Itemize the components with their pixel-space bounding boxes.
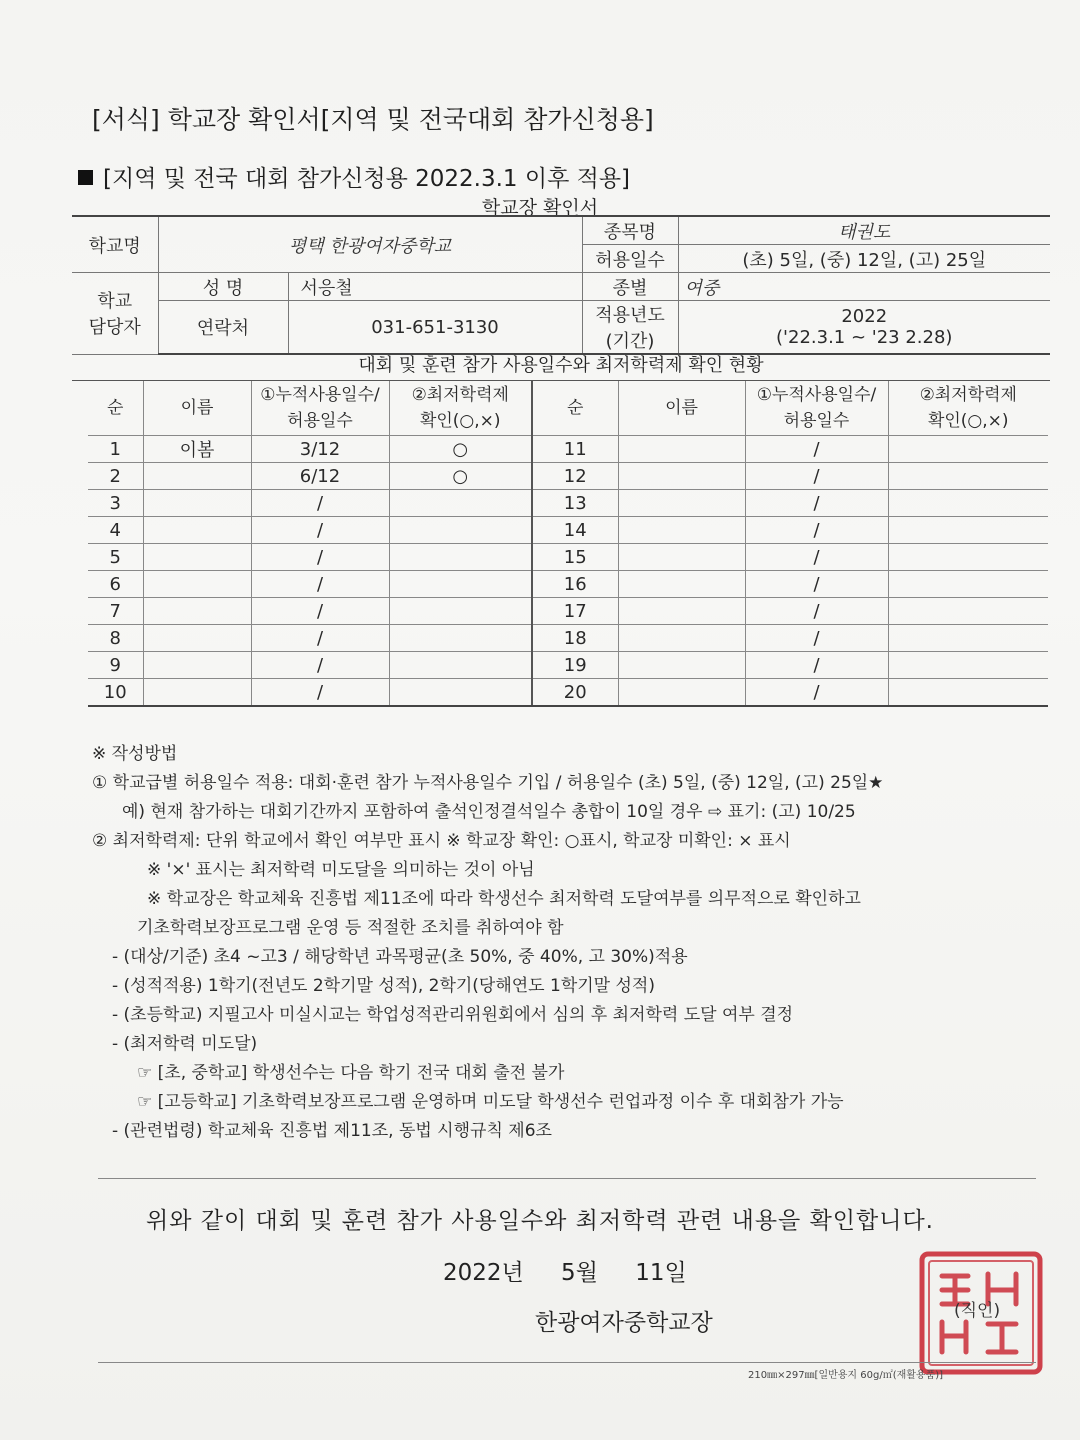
school-label: 학교명 — [72, 216, 158, 273]
row-name — [143, 490, 251, 517]
col-no-right: 순 — [532, 381, 618, 436]
row-no: 1 — [88, 436, 143, 463]
row-check — [389, 679, 532, 707]
row-check — [888, 490, 1048, 517]
form-subtitle — [78, 160, 630, 193]
contact-value: 031-651-3130 — [288, 301, 582, 355]
row-no: 3 — [88, 490, 143, 517]
row-days: / — [251, 571, 389, 598]
table-row — [88, 679, 1048, 707]
col-days: ①누적사용일수/ 허용일수 — [251, 381, 389, 436]
issue-date: 2022년 5월 11일 — [443, 1260, 687, 1286]
event-label: 종목명 — [582, 216, 678, 245]
row-check — [888, 679, 1048, 707]
row-days: 6/12 — [251, 463, 389, 490]
row-days: / — [745, 679, 888, 707]
row-no: 17 — [532, 598, 618, 625]
row-days: / — [745, 598, 888, 625]
name-value: 서응철 — [288, 273, 582, 301]
instruction-line: 기초학력보장프로그램 운영 등 적절한 조치를 취하여야 함 — [137, 918, 564, 938]
contact-label: 연락처 — [158, 301, 288, 355]
table-row — [88, 571, 1048, 598]
col-check: ②최저학력제 확인(○,×) — [389, 381, 532, 436]
row-check — [888, 436, 1048, 463]
row-days: / — [251, 517, 389, 544]
row-check — [389, 598, 532, 625]
row-name — [618, 544, 745, 571]
row-days: / — [745, 571, 888, 598]
name-label: 성 명 — [158, 273, 288, 301]
table-row — [88, 652, 1048, 679]
row-check — [389, 544, 532, 571]
row-check — [888, 598, 1048, 625]
table-row — [88, 490, 1048, 517]
row-check — [389, 625, 532, 652]
row-name — [143, 652, 251, 679]
year-value: 2022 ('22.3.1 ~ '23 2.28) — [678, 301, 1050, 355]
form-title: [서식] 학교장 확인서[지역 및 전국대회 참가신청용] — [92, 105, 654, 134]
instruction-line: ※ 작성방법 — [92, 744, 178, 764]
row-name — [618, 436, 745, 463]
row-check — [389, 517, 532, 544]
row-name — [618, 571, 745, 598]
table-title: 학교장 확인서 — [481, 197, 599, 219]
row-no: 15 — [532, 544, 618, 571]
row-name — [143, 598, 251, 625]
instruction-line: ☞ [초, 중학교] 학생선수는 다음 학기 전국 대회 출전 불가 — [137, 1063, 565, 1083]
row-days: / — [251, 544, 389, 571]
row-days: 3/12 — [251, 436, 389, 463]
table-row — [88, 463, 1048, 490]
subtitle-text: [지역 및 전국 대회 참가신청용 2022.3.1 이후 적용] — [103, 166, 631, 192]
col-days-right: ①누적사용일수/ 허용일수 — [745, 381, 888, 436]
seal-mark: (직인) — [954, 1301, 1001, 1321]
row-check — [888, 517, 1048, 544]
row-name — [618, 652, 745, 679]
instruction-line: - (대상/기준) 초4 ~고3 / 해당학년 과목평균(초 50%, 중 40%, 고 30%)적용 — [112, 947, 688, 967]
instruction-line: - (초등학교) 지필고사 미실시교는 학업성적관리위원회에서 심의 후 최저학력 도달 여부 결정 — [112, 1005, 794, 1025]
row-name — [618, 490, 745, 517]
row-no: 2 — [88, 463, 143, 490]
confirmation-text: 위와 같이 대회 및 훈련 참가 사용일수와 최저학력 관련 내용을 확인합니다. — [146, 1208, 934, 1234]
bottom-divider — [98, 1362, 1036, 1363]
row-days: / — [251, 598, 389, 625]
event-value: 태권도 — [678, 216, 1050, 245]
row-check — [888, 625, 1048, 652]
col-name-right: 이름 — [618, 381, 745, 436]
row-name — [143, 679, 251, 707]
row-no: 8 — [88, 625, 143, 652]
row-no: 18 — [532, 625, 618, 652]
allowed-label: 허용일수 — [582, 245, 678, 273]
row-name — [143, 571, 251, 598]
row-no: 12 — [532, 463, 618, 490]
row-days: / — [745, 490, 888, 517]
section-title: 대회 및 훈련 참가 사용일수와 최저학력제 확인 현황 — [72, 352, 1050, 381]
row-no: 20 — [532, 679, 618, 707]
instruction-line: 예) 현재 참가하는 대회기간까지 포함하여 출석인정결석일수 총합이 10일 경우 ⇨ 표기: (고) 10/25 — [122, 802, 856, 822]
manager-label: 학교 담당자 — [72, 273, 158, 355]
instruction-line: ① 학교급별 허용일수 적용: 대회·훈련 참가 누적사용일수 기입 / 허용일수 (초) 5일, (중) 12일, (고) 25일★ — [92, 773, 884, 793]
row-days: / — [251, 490, 389, 517]
row-no: 16 — [532, 571, 618, 598]
row-name — [618, 517, 745, 544]
row-check — [888, 571, 1048, 598]
principal-signature: 한광여자중학교장 — [535, 1310, 713, 1336]
instructions — [92, 740, 1052, 1146]
divider — [98, 1178, 1036, 1179]
row-no: 9 — [88, 652, 143, 679]
row-name — [618, 598, 745, 625]
row-check — [389, 571, 532, 598]
row-name — [143, 517, 251, 544]
row-days: / — [745, 652, 888, 679]
row-name — [143, 625, 251, 652]
table-row — [88, 436, 1048, 463]
instruction-line: - (최저학력 미도달) — [112, 1034, 258, 1054]
row-check: ○ — [389, 463, 532, 490]
allowed-value: (초) 5일, (중) 12일, (고) 25일 — [678, 245, 1050, 273]
row-days: / — [745, 625, 888, 652]
row-no: 14 — [532, 517, 618, 544]
col-no: 순 — [88, 381, 143, 436]
instruction-line: ※ '×' 표시는 최저학력 미도달을 의미하는 것이 아님 — [147, 860, 535, 880]
row-days: / — [251, 625, 389, 652]
school-value: 평택 한광여자중학교 — [158, 216, 582, 273]
row-name — [618, 463, 745, 490]
row-no: 7 — [88, 598, 143, 625]
instruction-line: - (관련법령) 학교체육 진흥법 제11조, 동법 시행규칙 제6조 — [112, 1121, 552, 1141]
row-check — [888, 652, 1048, 679]
row-check — [389, 490, 532, 517]
table-row — [88, 598, 1048, 625]
row-days: / — [745, 463, 888, 490]
type-value: 여중 — [678, 273, 1050, 301]
row-name — [143, 463, 251, 490]
row-name — [618, 625, 745, 652]
row-no: 10 — [88, 679, 143, 707]
row-no: 19 — [532, 652, 618, 679]
instruction-line: ☞ [고등학교] 기초학력보장프로그램 운영하며 미도달 학생선수 런업과정 이수 후 대회참가 가능 — [137, 1092, 844, 1112]
row-name — [618, 679, 745, 707]
square-bullet-icon — [78, 170, 93, 185]
col-name: 이름 — [143, 381, 251, 436]
instruction-line: - (성적적용) 1학기(전년도 2학기말 성적), 2학기(당해연도 1학기말 성적) — [112, 976, 655, 996]
row-no: 11 — [532, 436, 618, 463]
row-days: / — [745, 436, 888, 463]
row-days: / — [745, 544, 888, 571]
row-no: 13 — [532, 490, 618, 517]
year-label: 적용년도 (기간) — [582, 301, 678, 355]
paper-spec: 210㎜×297㎜[일반용지 60g/㎡(재활용품)] — [748, 1370, 944, 1381]
row-no: 4 — [88, 517, 143, 544]
row-check: ○ — [389, 436, 532, 463]
row-check — [888, 463, 1048, 490]
table-row — [88, 625, 1048, 652]
row-days: / — [251, 652, 389, 679]
instruction-line: ② 최저학력제: 단위 학교에서 확인 여부만 표시 ※ 학교장 확인: ○표시, 학교장 미확인: × 표시 — [92, 831, 791, 851]
row-name — [143, 544, 251, 571]
participation-table — [88, 381, 1048, 707]
row-no: 5 — [88, 544, 143, 571]
row-days: / — [251, 679, 389, 707]
type-label: 종별 — [582, 273, 678, 301]
table-row — [88, 517, 1048, 544]
row-check — [389, 652, 532, 679]
info-table — [72, 215, 1050, 355]
col-check-right: ②최저학력제 확인(○,×) — [888, 381, 1048, 436]
instruction-line: ※ 학교장은 학교체육 진흥법 제11조에 따라 학생선수 최저학력 도달여부를 의무적으로 확인하고 — [147, 889, 861, 909]
table-row — [88, 544, 1048, 571]
row-check — [888, 544, 1048, 571]
row-days: / — [745, 517, 888, 544]
row-name: 이봄 — [143, 436, 251, 463]
row-no: 6 — [88, 571, 143, 598]
